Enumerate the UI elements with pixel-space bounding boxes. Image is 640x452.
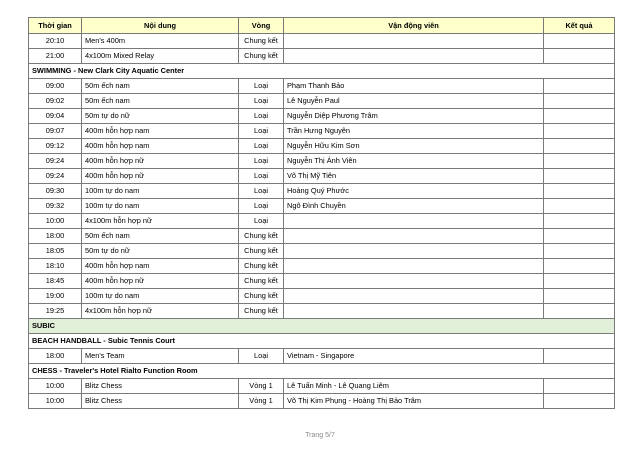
cell-result <box>544 304 615 319</box>
header-round: Vòng <box>239 18 284 34</box>
cell-athletes: Vietnam - Singapore <box>284 349 544 364</box>
header-athletes: Vận động viên <box>284 18 544 34</box>
cell-content: 400m hỗn hợp nữ <box>82 169 239 184</box>
table-row <box>29 289 615 304</box>
cell-athletes: Nguyễn Thị Ánh Viên <box>284 154 544 169</box>
cell-round: Vòng 1 <box>239 379 284 394</box>
table-row <box>29 124 615 139</box>
cell-time: 21:00 <box>29 49 82 64</box>
cell-time: 18:45 <box>29 274 82 289</box>
cell-time: 10:00 <box>29 379 82 394</box>
cell-athletes <box>284 214 544 229</box>
cell-result <box>544 34 615 49</box>
cell-round: Loại <box>239 199 284 214</box>
cell-result <box>544 349 615 364</box>
section-row <box>29 64 615 79</box>
cell-time: 09:32 <box>29 199 82 214</box>
cell-round: Chung kết <box>239 244 284 259</box>
schedule-body <box>29 34 615 409</box>
cell-result <box>544 394 615 409</box>
cell-result <box>544 289 615 304</box>
cell-content: 400m hỗn hợp nam <box>82 139 239 154</box>
cell-content: 50m ếch nam <box>82 94 239 109</box>
cell-result <box>544 244 615 259</box>
cell-content: 100m tự do nam <box>82 184 239 199</box>
cell-content: Men's 400m <box>82 34 239 49</box>
cell-content: 4x100m hỗn hợp nữ <box>82 304 239 319</box>
cell-time: 18:05 <box>29 244 82 259</box>
section-label: CHESS - Traveler's Hotel Rialto Function Room <box>29 364 615 379</box>
cell-content: 100m tự do nam <box>82 199 239 214</box>
cell-round: Loại <box>239 94 284 109</box>
table-row <box>29 394 615 409</box>
cell-result <box>544 94 615 109</box>
cell-round: Loại <box>239 349 284 364</box>
cell-athletes <box>284 244 544 259</box>
table-row <box>29 274 615 289</box>
cell-content: 100m tự do nam <box>82 289 239 304</box>
cell-athletes: Phạm Thanh Bảo <box>284 79 544 94</box>
cell-time: 09:02 <box>29 94 82 109</box>
table-row <box>29 349 615 364</box>
cell-result <box>544 109 615 124</box>
cell-round: Loại <box>239 139 284 154</box>
cell-round: Chung kết <box>239 259 284 274</box>
cell-time: 10:00 <box>29 394 82 409</box>
cell-content: 400m hỗn hợp nữ <box>82 274 239 289</box>
cell-athletes: Trần Hưng Nguyên <box>284 124 544 139</box>
cell-round: Loại <box>239 184 284 199</box>
table-row <box>29 229 615 244</box>
cell-athletes: Hoàng Quý Phước <box>284 184 544 199</box>
cell-content: 400m hỗn hợp nam <box>82 124 239 139</box>
cell-time: 09:04 <box>29 109 82 124</box>
cell-result <box>544 214 615 229</box>
cell-round: Loại <box>239 124 284 139</box>
header-result: Kết quả <box>544 18 615 34</box>
cell-round: Chung kết <box>239 274 284 289</box>
section-row <box>29 334 615 349</box>
header-row <box>29 18 615 34</box>
table-row <box>29 304 615 319</box>
header-time: Thời gian <box>29 18 82 34</box>
cell-round: Chung kết <box>239 289 284 304</box>
cell-round: Loại <box>239 214 284 229</box>
table-row <box>29 109 615 124</box>
cell-content: 4x100m hỗn hợp nữ <box>82 214 239 229</box>
cell-result <box>544 139 615 154</box>
table-row <box>29 139 615 154</box>
cell-round: Loại <box>239 154 284 169</box>
section-label: SWIMMING - New Clark City Aquatic Center <box>29 64 615 79</box>
cell-result <box>544 49 615 64</box>
cell-round: Loại <box>239 169 284 184</box>
cell-athletes <box>284 229 544 244</box>
table-row <box>29 79 615 94</box>
cell-athletes <box>284 289 544 304</box>
cell-content: 400m hỗn hợp nam <box>82 259 239 274</box>
cell-athletes: Nguyễn Hữu Kim Sơn <box>284 139 544 154</box>
cell-content: 50m ếch nam <box>82 229 239 244</box>
page-number: Trang 5/7 <box>305 432 335 439</box>
cell-time: 09:12 <box>29 139 82 154</box>
cell-time: 10:00 <box>29 214 82 229</box>
cell-content: 400m hỗn hợp nữ <box>82 154 239 169</box>
table-row <box>29 379 615 394</box>
cell-time: 09:07 <box>29 124 82 139</box>
table-row <box>29 244 615 259</box>
cell-time: 19:25 <box>29 304 82 319</box>
region-label: SUBIC <box>29 319 615 334</box>
schedule-table <box>28 17 615 409</box>
cell-athletes <box>284 34 544 49</box>
cell-athletes: Lê Tuấn Minh - Lê Quang Liêm <box>284 379 544 394</box>
cell-round: Vòng 1 <box>239 394 284 409</box>
cell-round: Chung kết <box>239 304 284 319</box>
cell-athletes: Lê Nguyễn Paul <box>284 94 544 109</box>
table-row <box>29 184 615 199</box>
section-row <box>29 364 615 379</box>
cell-athletes <box>284 49 544 64</box>
cell-round: Loại <box>239 109 284 124</box>
cell-content: Blitz Chess <box>82 379 239 394</box>
cell-time: 18:10 <box>29 259 82 274</box>
table-row <box>29 214 615 229</box>
cell-result <box>544 229 615 244</box>
cell-athletes: Võ Thị Mỹ Tiên <box>284 169 544 184</box>
cell-result <box>544 379 615 394</box>
table-row <box>29 34 615 49</box>
cell-athletes <box>284 274 544 289</box>
table-row <box>29 169 615 184</box>
cell-time: 18:00 <box>29 349 82 364</box>
cell-athletes: Nguyễn Diệp Phương Trâm <box>284 109 544 124</box>
cell-time: 09:30 <box>29 184 82 199</box>
cell-content: 50m tự do nữ <box>82 109 239 124</box>
cell-content: Blitz Chess <box>82 394 239 409</box>
cell-time: 09:24 <box>29 169 82 184</box>
cell-time: 09:00 <box>29 79 82 94</box>
cell-round: Chung kết <box>239 34 284 49</box>
table-row <box>29 94 615 109</box>
cell-result <box>544 169 615 184</box>
region-row <box>29 319 615 334</box>
cell-result <box>544 184 615 199</box>
cell-content: 4x100m Mixed Relay <box>82 49 239 64</box>
table-row <box>29 49 615 64</box>
cell-round: Loại <box>239 79 284 94</box>
cell-time: 18:00 <box>29 229 82 244</box>
cell-round: Chung kết <box>239 229 284 244</box>
cell-result <box>544 199 615 214</box>
cell-time: 19:00 <box>29 289 82 304</box>
cell-athletes: Võ Thị Kim Phụng - Hoàng Thị Bảo Trâm <box>284 394 544 409</box>
cell-round: Chung kết <box>239 49 284 64</box>
table-row <box>29 199 615 214</box>
table-row <box>29 154 615 169</box>
section-label: BEACH HANDBALL - Subic Tennis Court <box>29 334 615 349</box>
cell-time: 09:24 <box>29 154 82 169</box>
cell-result <box>544 259 615 274</box>
cell-content: Men's Team <box>82 349 239 364</box>
header-content: Nội dung <box>82 18 239 34</box>
cell-time: 20:10 <box>29 34 82 49</box>
cell-athletes <box>284 304 544 319</box>
cell-content: 50m tự do nữ <box>82 244 239 259</box>
cell-result <box>544 124 615 139</box>
cell-athletes <box>284 259 544 274</box>
cell-athletes: Ngô Đình Chuyền <box>284 199 544 214</box>
cell-result <box>544 79 615 94</box>
cell-result <box>544 154 615 169</box>
cell-content: 50m ếch nam <box>82 79 239 94</box>
table-row <box>29 259 615 274</box>
cell-result <box>544 274 615 289</box>
